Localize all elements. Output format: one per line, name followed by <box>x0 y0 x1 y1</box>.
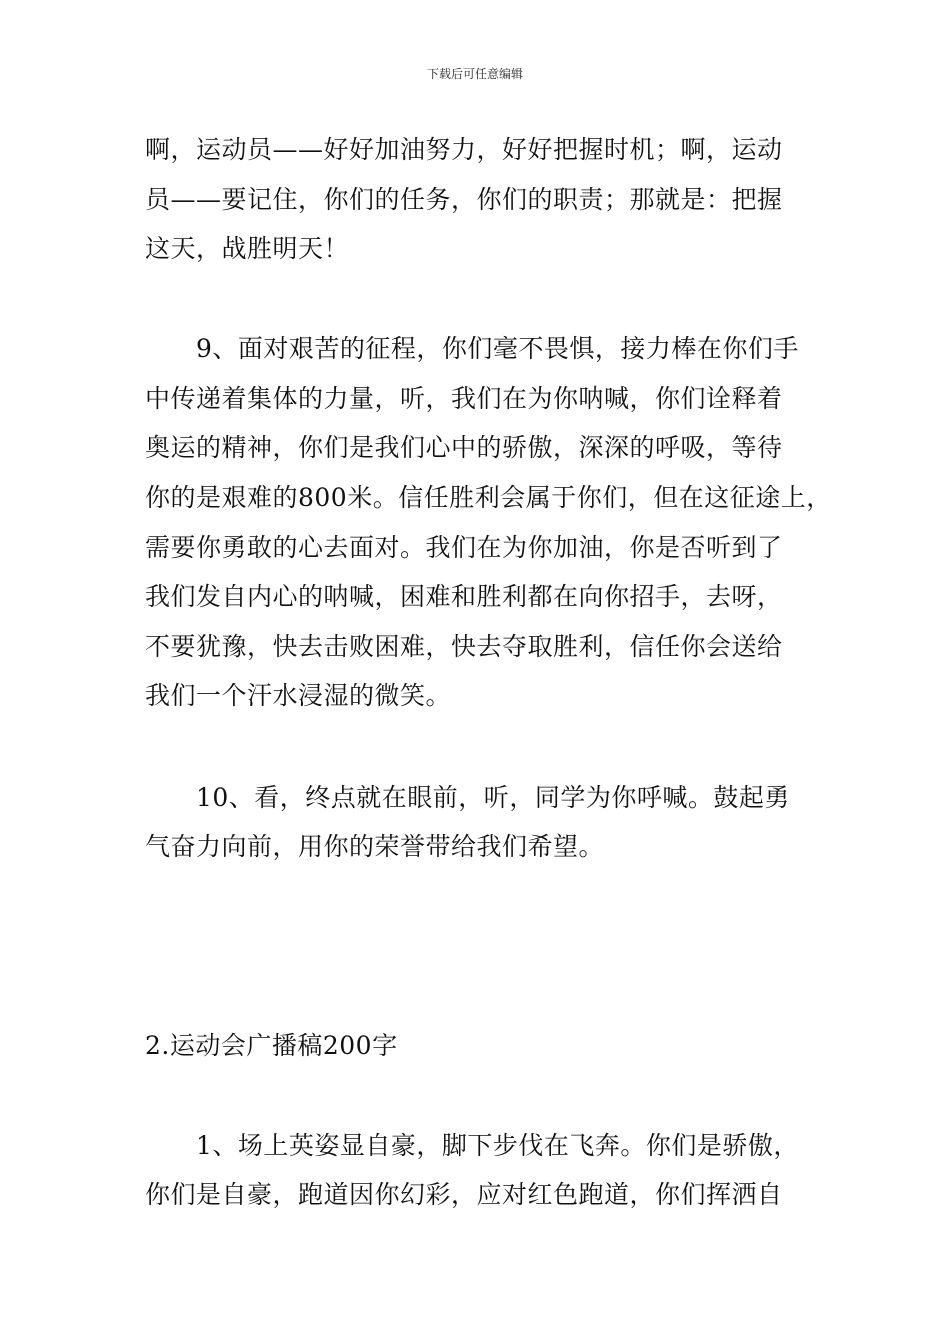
text-line: 员——要记住，你们的任务，你们的职责；那就是：把握 <box>145 185 783 214</box>
text-line: 1、场上英姿显自豪，脚下步伐在飞奔。你们是骄傲， <box>196 1131 799 1160</box>
text-line: 这天，战胜明天！ <box>145 234 350 263</box>
text-line: 奥运的精神，你们是我们心中的骄傲，深深的呼吸，等待 <box>145 433 783 462</box>
text-line: 不要犹豫，快去击败困难，快去夺取胜利，信任你会送给 <box>145 632 783 661</box>
text-line: 9、面对艰苦的征程，你们毫不畏惧，接力棒在你们手 <box>196 334 799 363</box>
text-line: 我们发自内心的呐喊，困难和胜利都在向你招手，去呀， <box>145 582 783 611</box>
text-line: 啊，运动员——好好加油努力，好好把握时机；啊，运动 <box>145 135 783 164</box>
text-line: 我们一个汗水浸湿的微笑。 <box>145 681 452 710</box>
heading-line: 2.运动会广播稿200字 <box>145 1031 398 1060</box>
text-line: 需要你勇敢的心去面对。我们在为你加油，你是否听到了 <box>145 533 783 562</box>
page-header: 下载后可任意编辑 <box>426 67 523 81</box>
text-line: 你们是自豪，跑道因你幻彩，应对红色跑道，你们挥洒自 <box>145 1180 783 1209</box>
text-line: 你的是艰难的800米。信任胜利会属于你们，但在这征途上， <box>145 483 832 512</box>
text-line: 中传递着集体的力量，听，我们在为你呐喊，你们诠释着 <box>145 384 783 413</box>
text-line: 10、看，终点就在眼前，听，同学为你呼喊。鼓起勇 <box>196 783 790 812</box>
text-line: 气奋力向前，用你的荣誉带给我们希望。 <box>145 832 605 861</box>
